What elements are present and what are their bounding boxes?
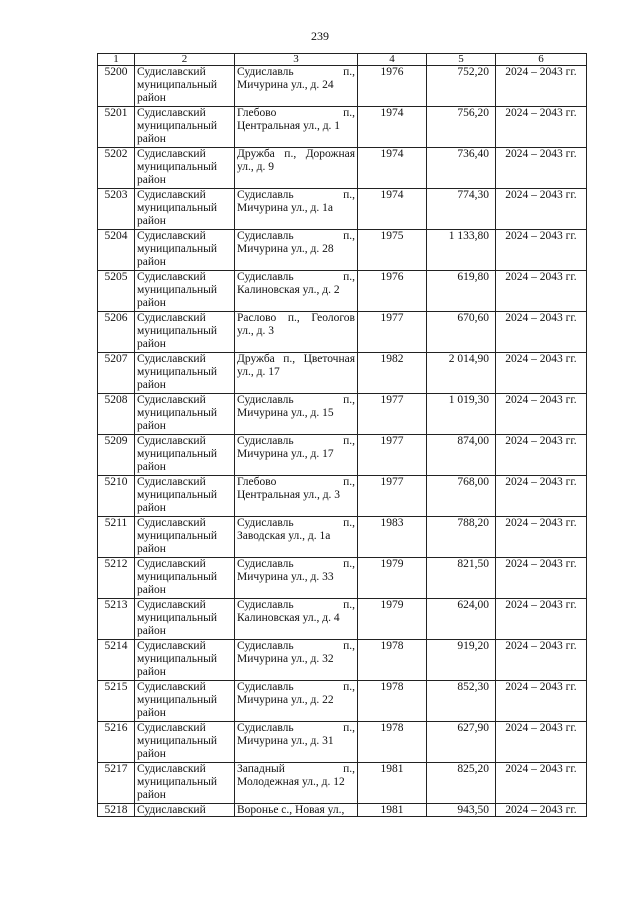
address-cell: Судиславль п., Мичурина ул., д. 15 [235, 394, 358, 435]
district-cell: Судиславский муниципальный район [135, 476, 235, 517]
row-number: 5211 [98, 517, 135, 558]
address-cell: Судиславль п., Мичурина ул., д. 32 [235, 640, 358, 681]
address-cell: Судиславль п., Мичурина ул., д. 24 [235, 66, 358, 107]
address-cell: Судиславль п., Калиновская ул., д. 2 [235, 271, 358, 312]
year-cell: 1978 [358, 722, 427, 763]
row-number: 5206 [98, 312, 135, 353]
area-cell: 788,20 [427, 517, 496, 558]
year-cell: 1975 [358, 230, 427, 271]
column-header: 4 [358, 54, 427, 66]
year-cell: 1974 [358, 189, 427, 230]
address-cell: Судиславль п., Заводская ул., д. 1а [235, 517, 358, 558]
period-cell: 2024 – 2043 гг. [496, 640, 587, 681]
table-header-row [98, 54, 587, 66]
address-cell: Судиславль п., Мичурина ул., д. 33 [235, 558, 358, 599]
table-row [98, 517, 587, 558]
row-number: 5204 [98, 230, 135, 271]
period-cell: 2024 – 2043 гг. [496, 763, 587, 804]
period-cell: 2024 – 2043 гг. [496, 66, 587, 107]
area-cell: 624,00 [427, 599, 496, 640]
housing-table [97, 53, 587, 817]
period-cell: 2024 – 2043 гг. [496, 230, 587, 271]
address-cell: Судиславль п., Мичурина ул., д. 1а [235, 189, 358, 230]
row-number: 5216 [98, 722, 135, 763]
row-number: 5215 [98, 681, 135, 722]
row-number: 5213 [98, 599, 135, 640]
district-cell: Судиславский муниципальный район [135, 189, 235, 230]
area-cell: 774,30 [427, 189, 496, 230]
row-number: 5203 [98, 189, 135, 230]
table-row [98, 681, 587, 722]
table-row [98, 722, 587, 763]
district-cell: Судиславский муниципальный район [135, 107, 235, 148]
year-cell: 1979 [358, 599, 427, 640]
year-cell: 1974 [358, 107, 427, 148]
table-row [98, 107, 587, 148]
district-cell: Судиславский муниципальный район [135, 640, 235, 681]
year-cell: 1977 [358, 312, 427, 353]
year-cell: 1979 [358, 558, 427, 599]
district-cell: Судиславский муниципальный район [135, 230, 235, 271]
district-cell: Судиславский муниципальный район [135, 312, 235, 353]
table-row [98, 189, 587, 230]
table-row [98, 353, 587, 394]
page-number: 239 [311, 29, 329, 43]
district-cell: Судиславский муниципальный район [135, 394, 235, 435]
area-cell: 619,80 [427, 271, 496, 312]
table-row [98, 148, 587, 189]
table-row [98, 558, 587, 599]
column-header: 1 [98, 54, 135, 66]
area-cell: 821,50 [427, 558, 496, 599]
area-cell: 825,20 [427, 763, 496, 804]
row-number: 5214 [98, 640, 135, 681]
period-cell: 2024 – 2043 гг. [496, 353, 587, 394]
period-cell: 2024 – 2043 гг. [496, 435, 587, 476]
district-cell: Судиславский муниципальный район [135, 353, 235, 394]
address-cell: Глебово п., Центральная ул., д. 1 [235, 107, 358, 148]
area-cell: 919,20 [427, 640, 496, 681]
area-cell: 752,20 [427, 66, 496, 107]
period-cell: 2024 – 2043 гг. [496, 722, 587, 763]
period-cell: 2024 – 2043 гг. [496, 804, 587, 817]
period-cell: 2024 – 2043 гг. [496, 394, 587, 435]
row-number: 5200 [98, 66, 135, 107]
district-cell: Судиславский муниципальный район [135, 763, 235, 804]
district-cell: Судиславский муниципальный район [135, 148, 235, 189]
period-cell: 2024 – 2043 гг. [496, 517, 587, 558]
address-cell: Воронье с., Новая ул., [235, 804, 358, 817]
address-cell: Западный п., Молодежная ул., д. 12 [235, 763, 358, 804]
address-cell: Судиславль п., Мичурина ул., д. 28 [235, 230, 358, 271]
address-cell: Судиславль п., Мичурина ул., д. 31 [235, 722, 358, 763]
period-cell: 2024 – 2043 гг. [496, 148, 587, 189]
table-row [98, 312, 587, 353]
row-number: 5201 [98, 107, 135, 148]
table-row [98, 640, 587, 681]
address-cell: Раслово п., Геологов ул., д. 3 [235, 312, 358, 353]
row-number: 5202 [98, 148, 135, 189]
period-cell: 2024 – 2043 гг. [496, 476, 587, 517]
area-cell: 627,90 [427, 722, 496, 763]
year-cell: 1978 [358, 640, 427, 681]
row-number: 5209 [98, 435, 135, 476]
year-cell: 1981 [358, 804, 427, 817]
district-cell: Судиславский муниципальный район [135, 722, 235, 763]
table-row [98, 230, 587, 271]
area-cell: 756,20 [427, 107, 496, 148]
district-cell: Судиславский муниципальный район [135, 271, 235, 312]
district-cell: Судиславский [135, 804, 235, 817]
table-row [98, 271, 587, 312]
area-cell: 1 133,80 [427, 230, 496, 271]
district-cell: Судиславский муниципальный район [135, 517, 235, 558]
row-number: 5207 [98, 353, 135, 394]
year-cell: 1983 [358, 517, 427, 558]
table-row [98, 763, 587, 804]
address-cell: Судиславль п., Мичурина ул., д. 22 [235, 681, 358, 722]
period-cell: 2024 – 2043 гг. [496, 107, 587, 148]
period-cell: 2024 – 2043 гг. [496, 271, 587, 312]
area-cell: 943,50 [427, 804, 496, 817]
year-cell: 1981 [358, 763, 427, 804]
period-cell: 2024 – 2043 гг. [496, 312, 587, 353]
year-cell: 1976 [358, 271, 427, 312]
area-cell: 874,00 [427, 435, 496, 476]
district-cell: Судиславский муниципальный район [135, 558, 235, 599]
row-number: 5205 [98, 271, 135, 312]
area-cell: 852,30 [427, 681, 496, 722]
year-cell: 1977 [358, 476, 427, 517]
year-cell: 1978 [358, 681, 427, 722]
period-cell: 2024 – 2043 гг. [496, 599, 587, 640]
area-cell: 768,00 [427, 476, 496, 517]
column-header: 2 [135, 54, 235, 66]
row-number: 5210 [98, 476, 135, 517]
column-header: 6 [496, 54, 587, 66]
row-number: 5217 [98, 763, 135, 804]
period-cell: 2024 – 2043 гг. [496, 681, 587, 722]
column-header: 3 [235, 54, 358, 66]
district-cell: Судиславский муниципальный район [135, 66, 235, 107]
column-header: 5 [427, 54, 496, 66]
table-row [98, 394, 587, 435]
area-cell: 1 019,30 [427, 394, 496, 435]
area-cell: 2 014,90 [427, 353, 496, 394]
year-cell: 1982 [358, 353, 427, 394]
row-number: 5208 [98, 394, 135, 435]
district-cell: Судиславский муниципальный район [135, 435, 235, 476]
period-cell: 2024 – 2043 гг. [496, 189, 587, 230]
period-cell: 2024 – 2043 гг. [496, 558, 587, 599]
area-cell: 736,40 [427, 148, 496, 189]
table-row [98, 435, 587, 476]
address-cell: Глебово п., Центральная ул., д. 3 [235, 476, 358, 517]
year-cell: 1977 [358, 435, 427, 476]
row-number: 5218 [98, 804, 135, 817]
address-cell: Судиславль п., Мичурина ул., д. 17 [235, 435, 358, 476]
district-cell: Судиславский муниципальный район [135, 681, 235, 722]
address-cell: Дружба п., Цветочная ул., д. 17 [235, 353, 358, 394]
table-row [98, 66, 587, 107]
table-row [98, 599, 587, 640]
area-cell: 670,60 [427, 312, 496, 353]
row-number: 5212 [98, 558, 135, 599]
year-cell: 1977 [358, 394, 427, 435]
year-cell: 1976 [358, 66, 427, 107]
address-cell: Судиславль п., Калиновская ул., д. 4 [235, 599, 358, 640]
table-row [98, 476, 587, 517]
year-cell: 1974 [358, 148, 427, 189]
district-cell: Судиславский муниципальный район [135, 599, 235, 640]
table-row [98, 804, 587, 817]
address-cell: Дружба п., Дорожная ул., д. 9 [235, 148, 358, 189]
